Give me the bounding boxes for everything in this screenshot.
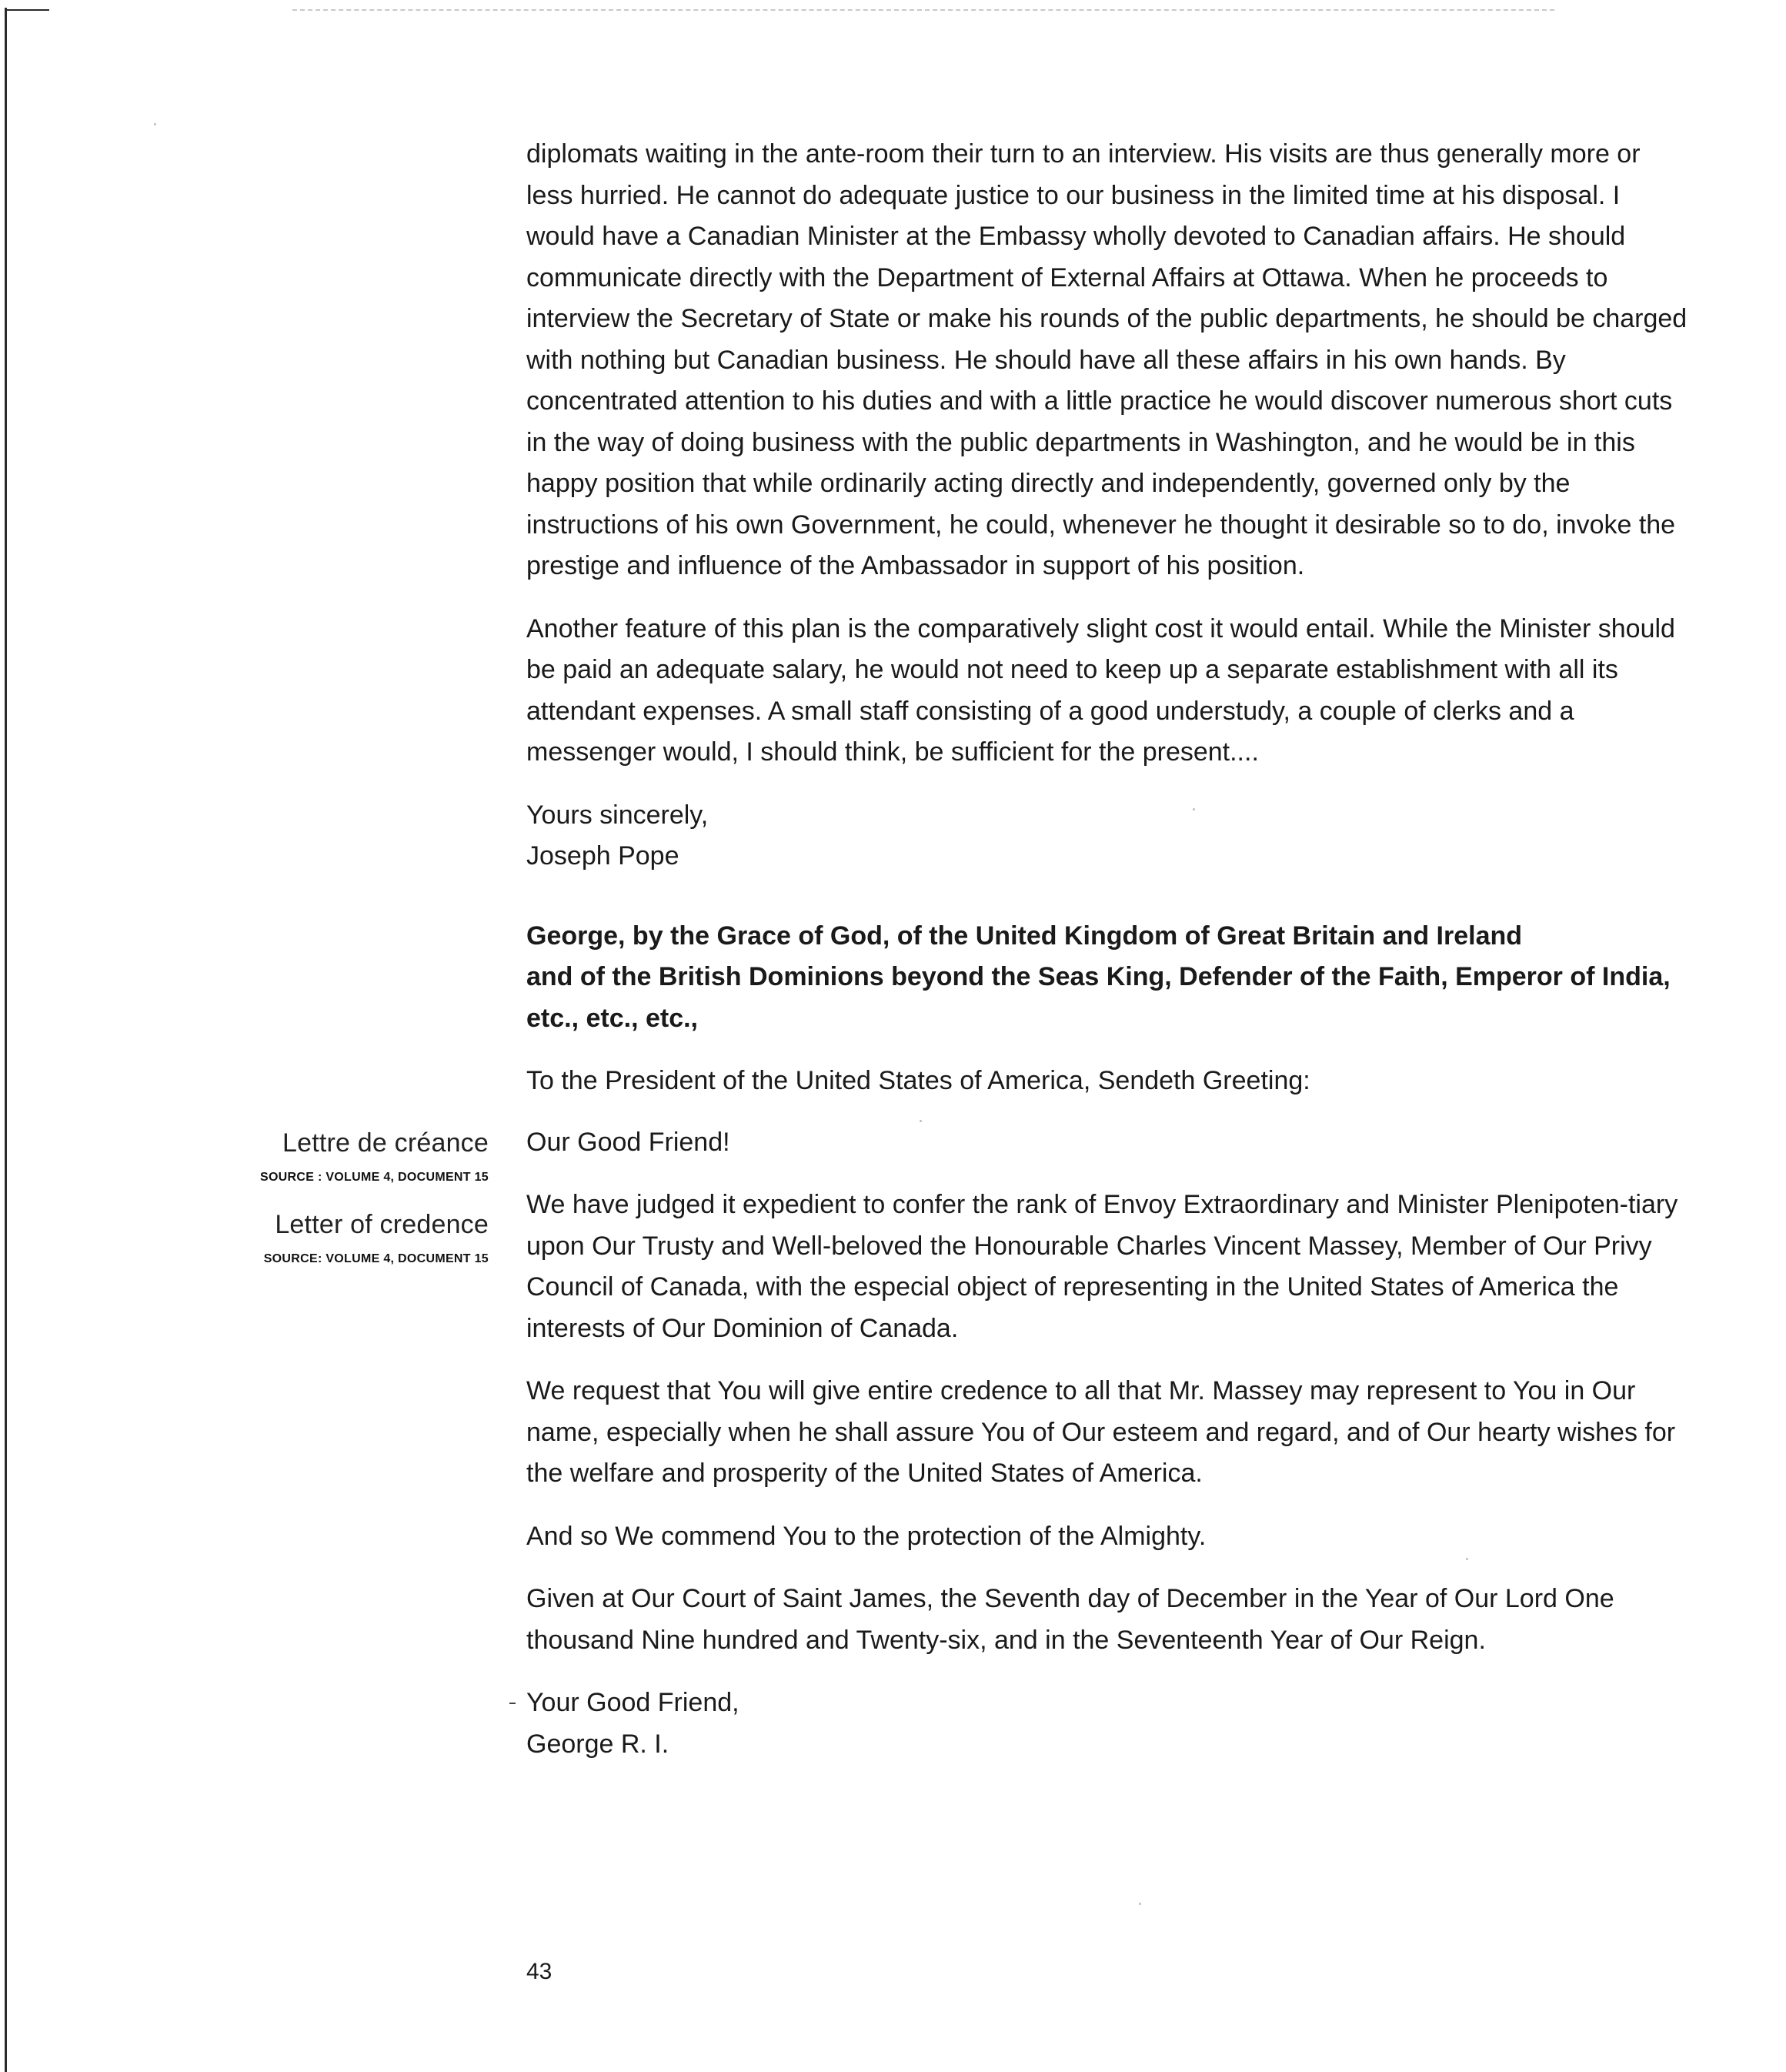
credence-salutation: Our Good Friend!: [526, 1127, 730, 1157]
scan-speck: [1139, 1903, 1141, 1905]
credence-heading: [526, 916, 1688, 1040]
scan-edge-line: [5, 8, 7, 2072]
margin-notes: [181, 1124, 489, 1287]
body-paragraph: diplomats waiting in the ante-room their turn to an interview. His visits are thus generally more or less hurried. He cannot do adequate justice to our business in the limited time at his disposal. I would have a Canadian Minister at the Embassy wholly devoted to Canadian affairs. He should communicate directly with the Department of External Affairs at Ottawa. When he proceeds to interview the Secretary of State or make his rounds of the public departments, he should be charged with nothing but Canadian business. He should have all these affairs in his own hands. By concentrated attention to his duties and with a little practice he would discover numerous short cuts in the way of doing business with the public departments in Washington, and he would be in this happy position that while ordinarily acting directly and independently, governed only by the instructions of his own Government, he could, whenever he thought it desirable so to do, invoke the prestige and influence of the Ambassador in support of his position.: [526, 139, 1688, 580]
letter-closing: Yours sincerely,: [526, 800, 709, 830]
letter-signature: Joseph Pope: [526, 841, 679, 871]
body-paragraph: Another feature of this plan is the comparatively slight cost it would entail. While the Minister should be paid an adequate salary, he would not need to keep up a separate establishment with all its attendant expenses. A small staff consisting of a good understudy, a couple of clerks and a messenger would, I should think, be sufficient for the present....: [526, 613, 1675, 767]
credence-heading-line: George, by the Grace of God, of the United Kingdom of Great Britain and Ireland: [526, 921, 1523, 951]
margin-note-source: SOURCE: VOLUME 4, DOCUMENT 15: [263, 1252, 489, 1265]
document-body: [526, 134, 1688, 1765]
scan-speck: [154, 123, 156, 125]
scan-corner-mark: [5, 9, 49, 11]
page-number: 43: [526, 1959, 552, 1984]
credence-signature: George R. I.: [526, 1729, 669, 1759]
credence-paragraph: And so We commend You to the protection of the Almighty.: [526, 1521, 1207, 1551]
credence-heading-line: and of the British Dominions beyond the Seas King, Defender of the Faith, Emperor of India, etc., etc., etc.,: [526, 962, 1671, 1033]
scan-mark: [509, 1703, 516, 1704]
margin-note-title: Lettre de créance: [282, 1128, 489, 1158]
credence-paragraph: Given at Our Court of Saint James, the Seventh day of December in the Year of Our Lord One thousand Nine hundred and Twenty-six, and in the Seventeenth Year of Our Reign.: [526, 1584, 1614, 1655]
margin-note-source: SOURCE : VOLUME 4, DOCUMENT 15: [259, 1171, 489, 1184]
margin-note-title: Letter of credence: [275, 1210, 489, 1239]
credence-addressee: To the President of the United States of America, Sendeth Greeting:: [526, 1066, 1310, 1095]
credence-paragraph: We have judged it expedient to confer the rank of Envoy Extraordinary and Minister Plenipoten-tiary upon Our Trusty and Well-beloved the Honourable Charles Vincent Massey, Member of Our Privy Council of Canada, with the especial object of representing in the United States of America the interests of Our Dominion of Canada.: [526, 1190, 1678, 1343]
credence-closing: Your Good Friend,: [526, 1688, 739, 1717]
credence-paragraph: We request that You will give entire credence to all that Mr. Massey may represent to You in Our name, especially when he shall assure You of Our esteem and regard, and of Our hearty wishes for the welfare and prosperity of the United States of America.: [526, 1376, 1676, 1488]
scan-top-artifact: [292, 9, 1554, 11]
